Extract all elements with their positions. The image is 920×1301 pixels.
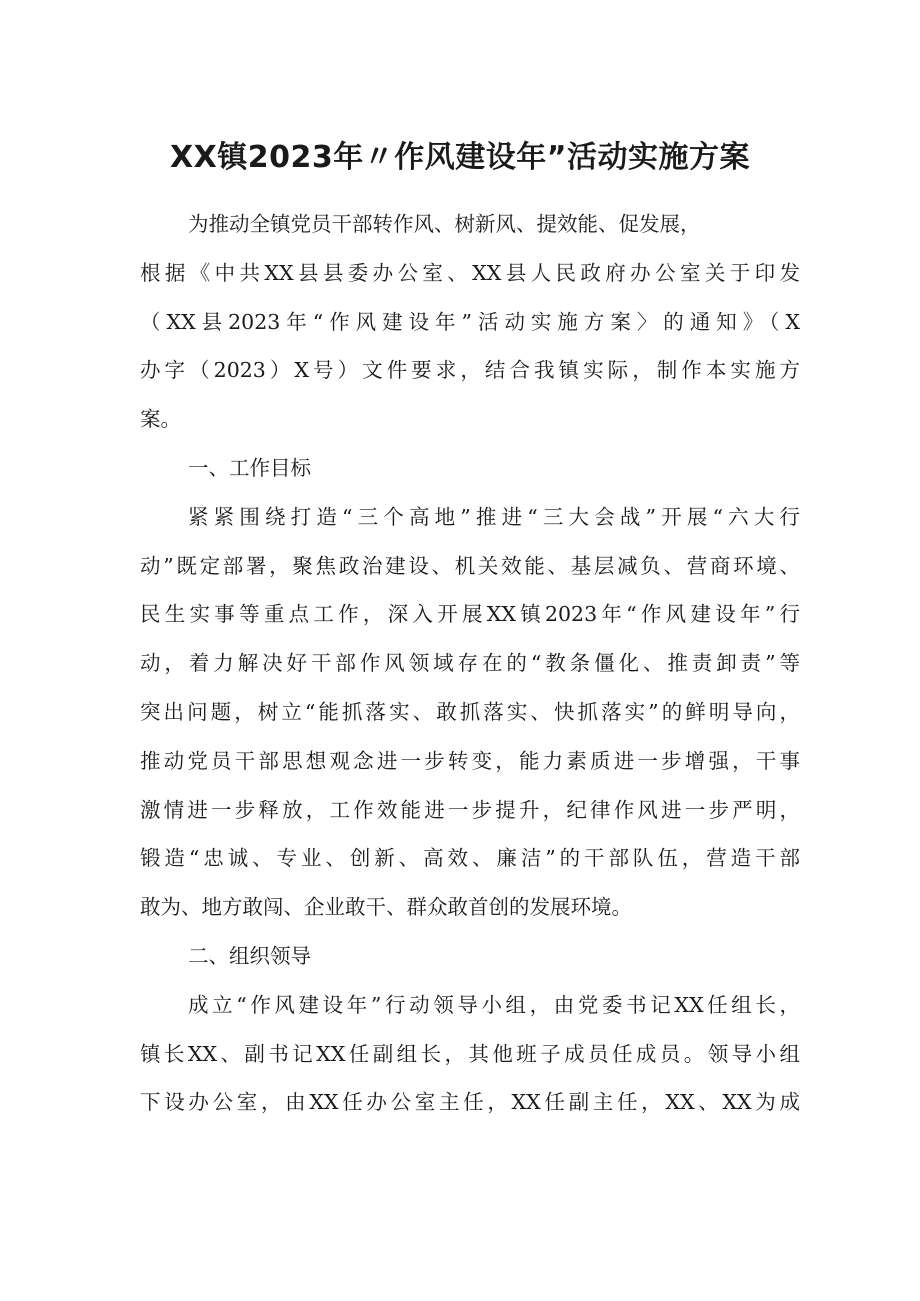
body-line: 办字（2023）X号）文件要求，结合我镇实际，制作本实施方 [140, 358, 800, 383]
body-line: 根据《中共XX县县委办公室、XX县人民政府办公室关于印发 [140, 260, 800, 285]
body-line: 推动党员干部思想观念进一步转变，能力素质进一步增强，干事 [140, 748, 800, 773]
section-heading: 二、组织领导 [188, 943, 311, 968]
body-line: 为推动全镇党员干部转作风、树新风、提效能、促发展， [188, 212, 701, 236]
document-body [140, 200, 800, 1127]
body-line: 民生实事等重点工作，深入开展XX镇2023年“作风建设年”行 [140, 602, 800, 627]
section-heading: 一、工作目标 [188, 455, 311, 480]
body-line: （XX县2023年“作风建设年”活动实施方案〉的通知》（X [140, 309, 800, 334]
body-line: 下设办公室，由XX任办公室主任，XX任副主任，XX、XX为成 [140, 1090, 800, 1115]
body-line: 敢为、地方敢闯、企业敢干、群众敢首创的发展环境。 [140, 895, 632, 920]
document-title: XX镇2023年〃作风建设年”活动实施方案 [170, 140, 750, 175]
body-line: 动，着力解决好干部作风领域存在的“教条僵化、推责卸责”等 [140, 651, 800, 676]
body-line: 紧紧围绕打造“三个高地”推进“三大会战”开展“六大行 [188, 504, 800, 529]
body-line: 突出问题，树立“能抓落实、敢抓落实、快抓落实”的鲜明导向， [140, 699, 800, 724]
body-line: 动”既定部署，聚焦政治建设、机关效能、基层减负、营商环境、 [140, 553, 800, 578]
body-line: 案。 [140, 407, 181, 432]
body-line: 镇长XX、副书记XX任副组长，其他班子成员任成员。领导小组 [140, 1041, 800, 1066]
body-line: 锻造“忠诚、专业、创新、高效、廉洁”的干部队伍，营造干部 [140, 846, 800, 871]
body-line: 激情进一步释放，工作效能进一步提升，纪律作风进一步严明， [140, 797, 800, 822]
body-line: 成立“作风建设年”行动领导小组，由党委书记XX任组长， [188, 992, 800, 1017]
